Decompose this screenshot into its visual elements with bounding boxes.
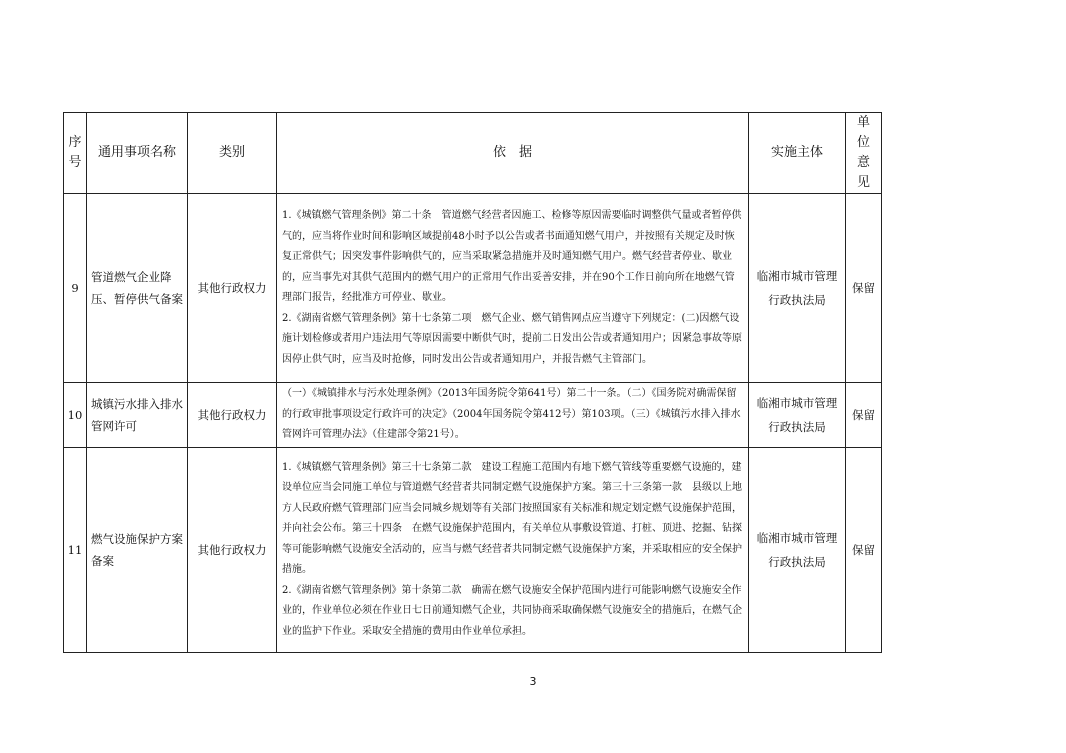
row-opinion: 保留 (846, 194, 882, 383)
basis-paragraph: 2.《湖南省燃气管理条例》第十七条第二项 燃气企业、燃气销售网点应当遵守下列规定：(二)因燃气设施计划检修或者用户违法用气等原因需要中断供气时，提前二日发出公告或者通知用户；因紧急事故等原因停止供气时，应当及时抢修，同时发出公告或者通知用户，并报告燃气主管部门。 (282, 312, 742, 365)
row-category: 其他行政权力 (188, 448, 277, 653)
basis-paragraph: （一）《城镇排水与污水处理条例》（2013年国务院令第641号）第二十一条。（二）《国务院对确需保留的行政审批事项设定行政许可的决定》（2004年国务院令第412号）第103项。（三）《城镇污水排入排水管网许可管理办法》（住建部令第21号）。 (282, 388, 741, 441)
row-basis (277, 383, 749, 448)
header-category: 类别 (188, 113, 277, 194)
row-seq: 9 (64, 194, 87, 383)
row-seq: 10 (64, 383, 87, 448)
row-item-name: 城镇污水排入排水管网许可 (87, 383, 188, 448)
header-basis: 依 据 (277, 113, 749, 194)
row-subject: 临湘市城市管理行政执法局 (749, 448, 846, 653)
row-category: 其他行政权力 (188, 194, 277, 383)
basis-paragraph: 1.《城镇燃气管理条例》第三十七条第二款 建设工程施工范围内有地下燃气管线等重要燃气设施的，建设单位应当会同施工单位与管道燃气经营者共同制定燃气设施保护方案。第三十三条第一款 县级以上地方人民政府燃气管理部门应当会同城乡规划等有关部门按照国家有关标准和规定划定燃气设施保护范围，并向社会公布。第三十四条 在燃气设施保护范围内，有关单位从事敷设管道、打桩、顶进、挖掘、钻探等可能影响燃气设施安全活动的，应当与燃气经营者共同制定燃气设施保护方案，并采取相应的安全保护措施。 (282, 461, 742, 576)
table-header-row (64, 113, 882, 194)
row-opinion: 保留 (846, 448, 882, 653)
table-row (64, 383, 882, 448)
row-item-name: 管道燃气企业降压、暂停供气备案 (87, 194, 188, 383)
header-opinion: 单位意见 (846, 113, 882, 194)
basis-paragraph: 2.《湖南省燃气管理条例》第十条第二款 确需在燃气设施安全保护范围内进行可能影响燃气设施安全作业的，作业单位必须在作业日七日前通知燃气企业，共同协商采取确保燃气设施安全的措施后，在燃气企业的监护下作业。采取安全措施的费用由作业单位承担。 (282, 584, 742, 637)
row-seq: 11 (64, 448, 87, 653)
items-table (63, 112, 882, 653)
row-subject: 临湘市城市管理行政执法局 (749, 383, 846, 448)
header-subject: 实施主体 (749, 113, 846, 194)
page-number: 3 (529, 675, 537, 688)
row-subject: 临湘市城市管理行政执法局 (749, 194, 846, 383)
row-item-name: 燃气设施保护方案备案 (87, 448, 188, 653)
header-seq: 序号 (64, 113, 87, 194)
row-opinion: 保留 (846, 383, 882, 448)
table-row (64, 448, 882, 653)
header-name: 通用事项名称 (87, 113, 188, 194)
row-category: 其他行政权力 (188, 383, 277, 448)
basis-paragraph: 1.《城镇燃气管理条例》第二十条 管道燃气经营者因施工、检修等原因需要临时调整供气量或者暂停供气的，应当将作业时间和影响区域提前48小时予以公告或者书面通知燃气用户，并按照有关规定及时恢复正常供气；因突发事件影响供气的，应当采取紧急措施并及时通知燃气用户。燃气经营者停业、歇业的，应当事先对其供气范围内的燃气用户的正常用气作出妥善安排，并在90个工作日前向所在地燃气管理部门报告，经批准方可停业、歇业。 (282, 210, 742, 303)
row-basis (277, 448, 749, 653)
row-basis (277, 194, 749, 383)
table-row (64, 194, 882, 383)
